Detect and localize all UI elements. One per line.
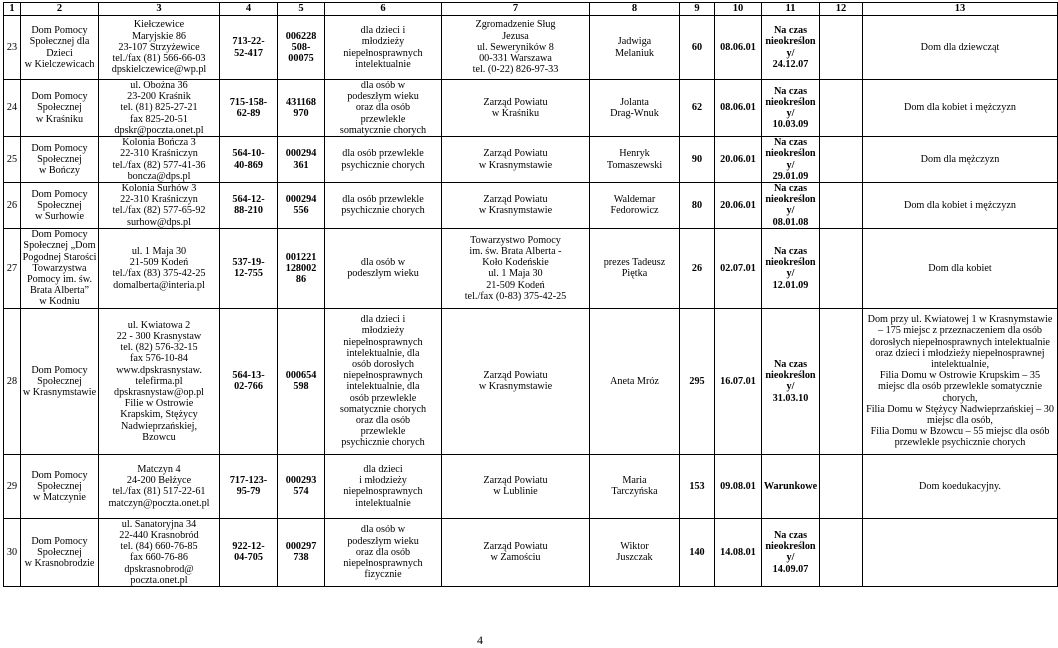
cell-name: Dom Pomocy Społecznej „Dom Pogodnej Starości Towarzystwa Pomocy im. św. Brata Alberta” w Kodniu: [21, 228, 99, 308]
col-header: 12: [820, 3, 863, 16]
cell-address: Kiełczewice Maryjskie 86 23-107 Strzyżewice tel./fax (81) 566-66-03 dpskielczewice@wp.pl: [99, 16, 220, 80]
cell-type: dla dzieci i młodzieży niepełnosprawnych intelektualnie: [325, 454, 442, 518]
cell-nip: 000294 556: [278, 183, 325, 229]
cell-lp: 30: [4, 518, 21, 586]
cell-notes: Dom przy ul. Kwiatowej 1 w Krasnymstawie – 175 miejsc z przeznaczeniem dla osób dorosłych niepełnosprawnych intelektualnie oraz dzieci i młodzieży niepełnosprawnej intelektualnie, Filia Domu w Ostrowie Krupskim – 35 miejsc dla osób przewlekle somatycznie chorych, Filia Domu w Stężycy Nadwieprzańskiej – 30 miejsc dla osób, Filia Domu w Bzowcu – 55 miejsc dla osób przewlekle psychicznie chorych: [863, 308, 1058, 454]
cell-name: Dom Pomocy Społecznej dla Dzieci w Kielczewicach: [21, 16, 99, 80]
cell-lp: 24: [4, 80, 21, 137]
cell-places: 153: [680, 454, 715, 518]
cell-empty: [820, 183, 863, 229]
cell-entity: Zarząd Powiatu w Lublinie: [442, 454, 590, 518]
table-row: [4, 137, 1058, 183]
cell-director: Maria Tarczyńska: [590, 454, 680, 518]
page-number: 4: [477, 633, 483, 647]
cell-entity: Zarząd Powiatu w Krasnymstawie: [442, 183, 590, 229]
cell-places: 60: [680, 16, 715, 80]
cell-address: Kolonia Bończa 3 22-310 Kraśniczyn tel./fax (82) 577-41-36 boncza@dps.pl: [99, 137, 220, 183]
table-body: [4, 16, 1058, 587]
cell-address: ul. Obożna 36 23-200 Kraśnik tel. (81) 825-27-21 fax 825-20-51 dpskr@poczta.onet.pl: [99, 80, 220, 137]
cell-director: prezes Tadeusz Piętka: [590, 228, 680, 308]
col-header: 4: [220, 3, 278, 16]
cell-director: Wiktor Juszczak: [590, 518, 680, 586]
col-header: 10: [715, 3, 762, 16]
cell-places: 80: [680, 183, 715, 229]
cell-date: 08.06.01: [715, 16, 762, 80]
cell-name: Dom Pomocy Społecznej w Kraśniku: [21, 80, 99, 137]
table-row: [4, 183, 1058, 229]
cell-date: 02.07.01: [715, 228, 762, 308]
cell-type: dla osób w podeszłym wieku oraz dla osób niepełnosprawnych fizycznie: [325, 518, 442, 586]
cell-notes: Dom dla kobiet i mężczyzn: [863, 80, 1058, 137]
cell-type: dla dzieci i młodzieży niepełnosprawnych intelektualnie: [325, 16, 442, 80]
cell-term: Na czas nieokreślony/ 31.03.10: [762, 308, 820, 454]
col-header: 1: [4, 3, 21, 16]
cell-director: Aneta Mróz: [590, 308, 680, 454]
cell-date: 20.06.01: [715, 137, 762, 183]
cell-director: Henryk Tomaszewski: [590, 137, 680, 183]
cell-empty: [820, 137, 863, 183]
cell-term: Na czas nieokreślony/ 08.01.08: [762, 183, 820, 229]
cell-places: 140: [680, 518, 715, 586]
cell-term: Warunkowe: [762, 454, 820, 518]
table-row: [4, 454, 1058, 518]
cell-address: ul. Kwiatowa 2 22 - 300 Krasnystaw tel. (82) 576-32-15 fax 576-10-84 www.dpskrasnystaw. telefirma.pl dpskrasnystaw@op.pl Filie w Ostrowie Krapskim, Stężycy Nadwieprzańskiej, Bzowcu: [99, 308, 220, 454]
cell-nip: 000294 361: [278, 137, 325, 183]
cell-term: Na czas nieokreślony/ 24.12.07: [762, 16, 820, 80]
cell-regon: 717-123- 95-79: [220, 454, 278, 518]
cell-director: Waldemar Fedorowicz: [590, 183, 680, 229]
cell-regon: 715-158- 62-89: [220, 80, 278, 137]
cell-empty: [820, 16, 863, 80]
cell-date: 20.06.01: [715, 183, 762, 229]
cell-director: Jolanta Drag-Wnuk: [590, 80, 680, 137]
cell-name: Dom Pomocy Społecznej w Krasnymstawie: [21, 308, 99, 454]
cell-nip: 006228 508- 00075: [278, 16, 325, 80]
cell-term: Na czas nieokreślony/ 14.09.07: [762, 518, 820, 586]
cell-entity: Zarząd Powiatu w Zamościu: [442, 518, 590, 586]
cell-address: ul. Sanatoryjna 34 22-440 Krasnobród tel. (84) 660-76-85 fax 660-76-86 dpskrasnobrod@ poczta.onet.pl: [99, 518, 220, 586]
cell-entity: Zgromadzenie Sług Jezusa ul. Seweryników 8 00-331 Warszawa tel. (0-22) 826-97-33: [442, 16, 590, 80]
cell-name: Dom Pomocy Społecznej w Bończy: [21, 137, 99, 183]
cell-nip: 000654 598: [278, 308, 325, 454]
cell-notes: Dom koedukacyjny.: [863, 454, 1058, 518]
cell-regon: 564-10- 40-869: [220, 137, 278, 183]
col-header: 9: [680, 3, 715, 16]
table-row: [4, 518, 1058, 586]
cell-lp: 27: [4, 228, 21, 308]
cell-name: Dom Pomocy Społecznej w Krasnobrodzie: [21, 518, 99, 586]
cell-notes: Dom dla kobiet: [863, 228, 1058, 308]
cell-entity: Towarzystwo Pomocy im. św. Brata Alberta - Koło Kodeńskie ul. 1 Maja 30 21-509 Kodeń tel./fax (0-83) 375-42-25: [442, 228, 590, 308]
cell-type: dla osób przewlekle psychicznie chorych: [325, 137, 442, 183]
cell-date: 16.07.01: [715, 308, 762, 454]
cell-date: 08.06.01: [715, 80, 762, 137]
cell-entity: Zarząd Powiatu w Krasnymstawie: [442, 308, 590, 454]
cell-empty: [820, 454, 863, 518]
col-header: 13: [863, 3, 1058, 16]
cell-regon: 564-12- 88-210: [220, 183, 278, 229]
cell-date: 14.08.01: [715, 518, 762, 586]
cell-lp: 23: [4, 16, 21, 80]
cell-term: Na czas nieokreślony/ 29.01.09: [762, 137, 820, 183]
cell-nip: 000297 738: [278, 518, 325, 586]
col-header: 5: [278, 3, 325, 16]
col-header: 7: [442, 3, 590, 16]
cell-notes: Dom dla dziewcząt: [863, 16, 1058, 80]
cell-places: 90: [680, 137, 715, 183]
cell-entity: Zarząd Powiatu w Krasnymstawie: [442, 137, 590, 183]
cell-lp: 26: [4, 183, 21, 229]
cell-places: 26: [680, 228, 715, 308]
cell-address: Matczyn 4 24-200 Bełżyce tel./fax (81) 517-22-61 matczyn@poczta.onet.pl: [99, 454, 220, 518]
cell-nip: 001221 128002 86: [278, 228, 325, 308]
cell-places: 295: [680, 308, 715, 454]
cell-empty: [820, 518, 863, 586]
cell-type: dla osób w podeszłym wieku oraz dla osób przewlekle somatycznie chorych: [325, 80, 442, 137]
cell-lp: 25: [4, 137, 21, 183]
cell-notes: [863, 518, 1058, 586]
cell-empty: [820, 228, 863, 308]
cell-lp: 29: [4, 454, 21, 518]
table-row: [4, 308, 1058, 454]
cell-regon: 713-22- 52-417: [220, 16, 278, 80]
table-row: [4, 80, 1058, 137]
cell-regon: 922-12- 04-705: [220, 518, 278, 586]
col-header: 3: [99, 3, 220, 16]
cell-type: dla osób przewlekle psychicznie chorych: [325, 183, 442, 229]
cell-regon: 564-13- 02-766: [220, 308, 278, 454]
cell-address: ul. 1 Maja 30 21-509 Kodeń tel./fax (83) 375-42-25 domalberta@interia.pl: [99, 228, 220, 308]
col-header: 6: [325, 3, 442, 16]
cell-entity: Zarząd Powiatu w Kraśniku: [442, 80, 590, 137]
register-table: [3, 2, 1058, 587]
cell-name: Dom Pomocy Społecznej w Surhowie: [21, 183, 99, 229]
cell-director: Jadwiga Melaniuk: [590, 16, 680, 80]
cell-term: Na czas nieokreślony/ 12.01.09: [762, 228, 820, 308]
table-row: [4, 16, 1058, 80]
cell-nip: 000293 574: [278, 454, 325, 518]
cell-regon: 537-19- 12-755: [220, 228, 278, 308]
col-header: 11: [762, 3, 820, 16]
table-row: [4, 228, 1058, 308]
cell-lp: 28: [4, 308, 21, 454]
cell-nip: 431168 970: [278, 80, 325, 137]
cell-places: 62: [680, 80, 715, 137]
cell-term: Na czas nieokreślony/ 10.03.09: [762, 80, 820, 137]
cell-notes: Dom dla kobiet i mężczyzn: [863, 183, 1058, 229]
cell-empty: [820, 80, 863, 137]
cell-type: dla osób w podeszłym wieku: [325, 228, 442, 308]
header-row: [4, 3, 1058, 16]
cell-notes: Dom dla mężczyzn: [863, 137, 1058, 183]
cell-name: Dom Pomocy Społecznej w Matczynie: [21, 454, 99, 518]
cell-type: dla dzieci i młodzieży niepełnosprawnych intelektualnie, dla osób dorosłych niepełnosprawnych intelektualnie, dla osób przewlekle somatycznie chorych oraz dla osób przewlekle psychicznie chorych: [325, 308, 442, 454]
cell-address: Kolonia Surhów 3 22-310 Kraśniczyn tel./fax (82) 577-65-92 surhow@dps.pl: [99, 183, 220, 229]
cell-empty: [820, 308, 863, 454]
cell-date: 09.08.01: [715, 454, 762, 518]
col-header: 2: [21, 3, 99, 16]
col-header: 8: [590, 3, 680, 16]
